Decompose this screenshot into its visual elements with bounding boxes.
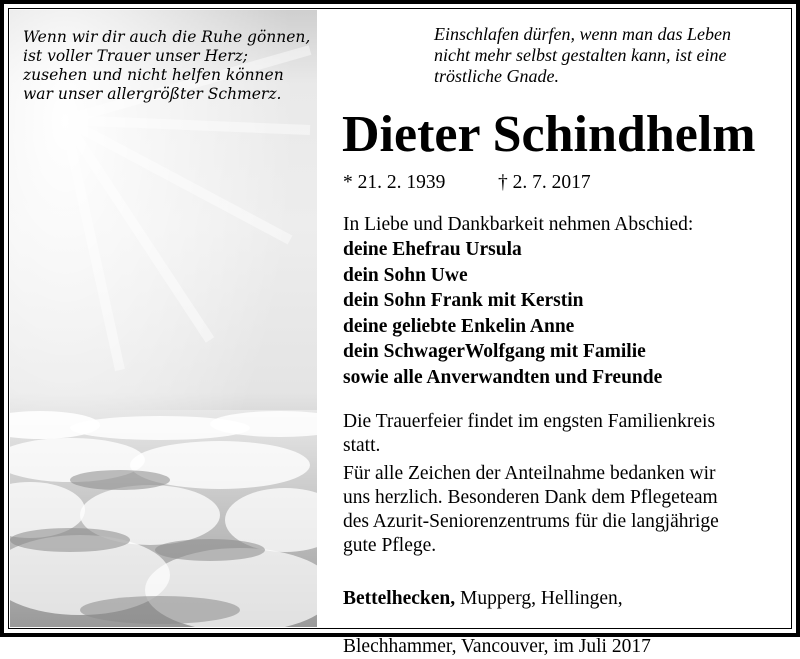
place-line2: Blechhammer, Vancouver, im Juli 2017 [343, 636, 651, 657]
left-poem: Wenn wir dir auch die Ruhe gönnen, ist voller Trauer unser Herz; zusehen und nicht helfen können war unser allergrößter Schmerz. [23, 28, 311, 103]
life-dates [343, 171, 591, 195]
deceased-name: Dieter Schindhelm [342, 106, 756, 163]
mourner-item: deine Ehefrau Ursula [343, 239, 522, 260]
mourner-item: dein Sohn Uwe [343, 264, 468, 286]
thanks-note: Für alle Zeichen der Anteilnahme bedanken wir uns herzlich. Besonderen Dank dem Pflegeteam des Azurit-Seniorenzentrums für die langjährige gute Pflege. [343, 463, 719, 556]
farewell-intro: In Liebe und Dankbarkeit nehmen Abschied: [343, 214, 694, 235]
mourner-item: dein Sohn Frank mit Kerstin [343, 290, 584, 311]
mourner-item: sowie alle Anverwandten und Freunde [343, 366, 663, 388]
mourners-list [343, 237, 662, 390]
mourner-item: deine geliebte Enkelin Anne [343, 315, 575, 337]
cloud-sky-photo [10, 10, 317, 627]
mourner-item: dein SchwagerWolfgang mit Familie [343, 341, 646, 362]
birth-date: * 21. 2. 1939 [343, 172, 446, 193]
right-quote: Einschlafen dürfen, wenn man das Leben nicht mehr selbst gestalten kann, ist eine tröstliche Gnade. [434, 24, 731, 86]
funeral-note: Die Trauerfeier findet im engsten Familienkreis statt. [343, 411, 716, 456]
place-main: Bettelhecken, [343, 588, 456, 609]
place-and-date [343, 563, 788, 659]
death-date: † 2. 7. 2017 [498, 172, 591, 193]
place-rest-line1: Mupperg, Hellingen, [455, 588, 623, 609]
